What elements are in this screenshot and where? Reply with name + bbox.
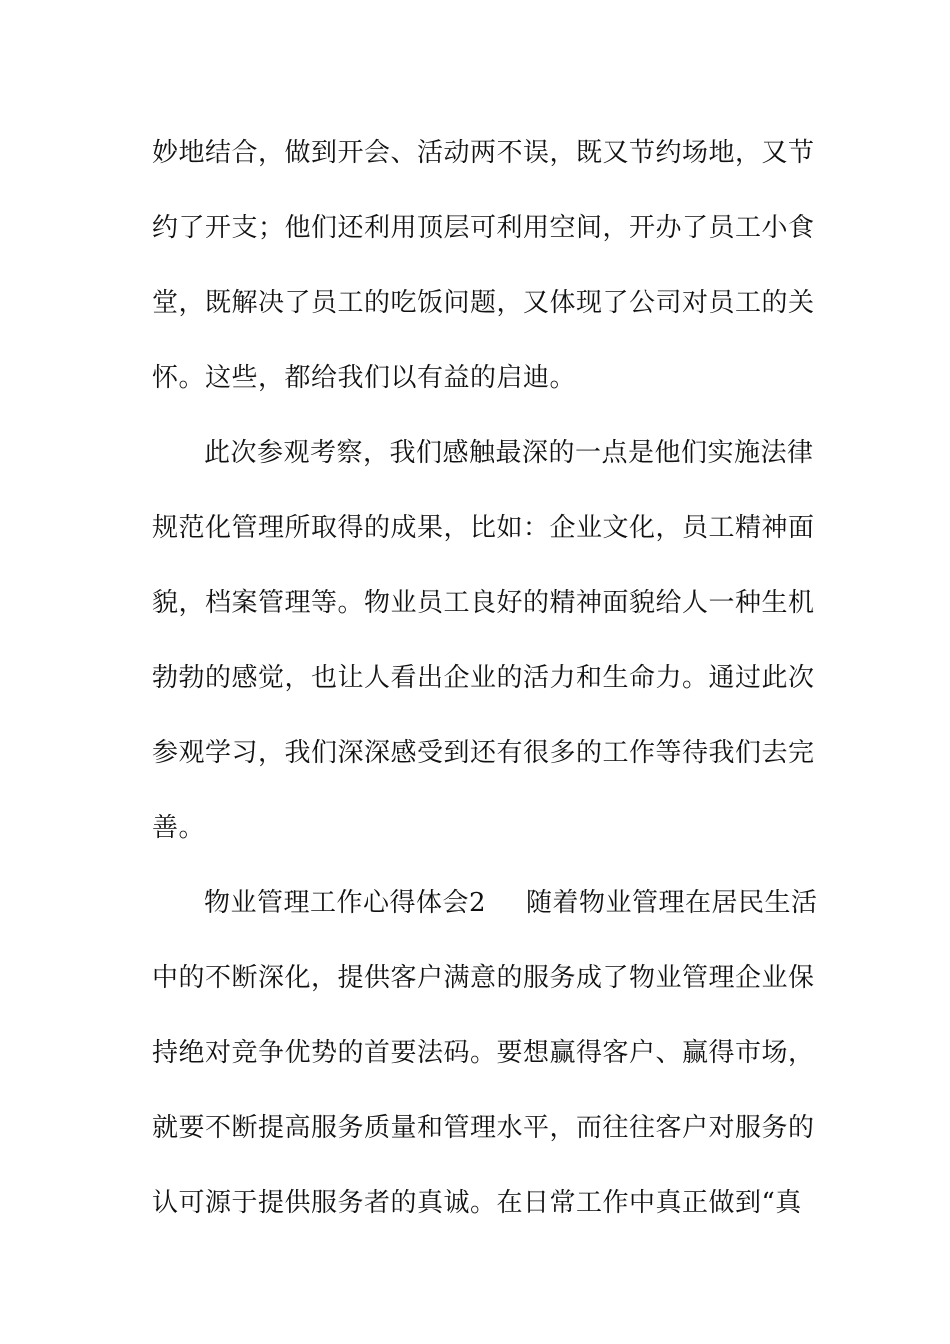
- paragraph-3-line-3: 持绝对竞争优势的首要法码。要想赢得客户、赢得市场，: [152, 1038, 815, 1068]
- paragraph-3-lead: 随着物业管理在居民生活: [526, 888, 818, 918]
- paragraph-3-line-4: 就要不断提高服务质量和管理水平，而往往客户对服务的: [152, 1113, 815, 1143]
- paragraph-2-line-6: 善。: [152, 813, 206, 843]
- paragraph-2-line-1: 此次参观考察，我们感触最深的一点是他们实施法律: [204, 438, 814, 468]
- paragraph-2-line-5: 参观学习，我们深深感受到还有很多的工作等待我们去完: [152, 738, 815, 768]
- paragraph-1-line-4: 怀。这些，都给我们以有益的启迪。: [152, 363, 577, 393]
- paragraph-2-line-3: 貌，档案管理等。物业员工良好的精神面貌给人一种生机: [152, 588, 815, 618]
- paragraph-1-line-1: 妙地结合，做到开会、活动两不误，既又节约场地，又节: [152, 138, 815, 168]
- paragraph-3-line-2: 中的不断深化，提供客户满意的服务成了物业管理企业保: [152, 963, 815, 993]
- paragraph-2-line-2: 规范化管理所取得的成果，比如：企业文化，员工精神面: [152, 513, 815, 543]
- paragraph-3-line-5: 认可源于提供服务者的真诚。在日常工作中真正做到“真: [152, 1188, 802, 1218]
- section-heading: 物业管理工作心得体会2: [204, 888, 487, 918]
- paragraph-2-line-4: 勃勃的感觉，也让人看出企业的活力和生命力。通过此次: [152, 663, 815, 693]
- paragraph-1-line-3: 堂，既解决了员工的吃饭问题，又体现了公司对员工的关: [152, 288, 815, 318]
- paragraph-1-line-2: 约了开支；他们还利用顶层可利用空间，开办了员工小食: [152, 213, 815, 243]
